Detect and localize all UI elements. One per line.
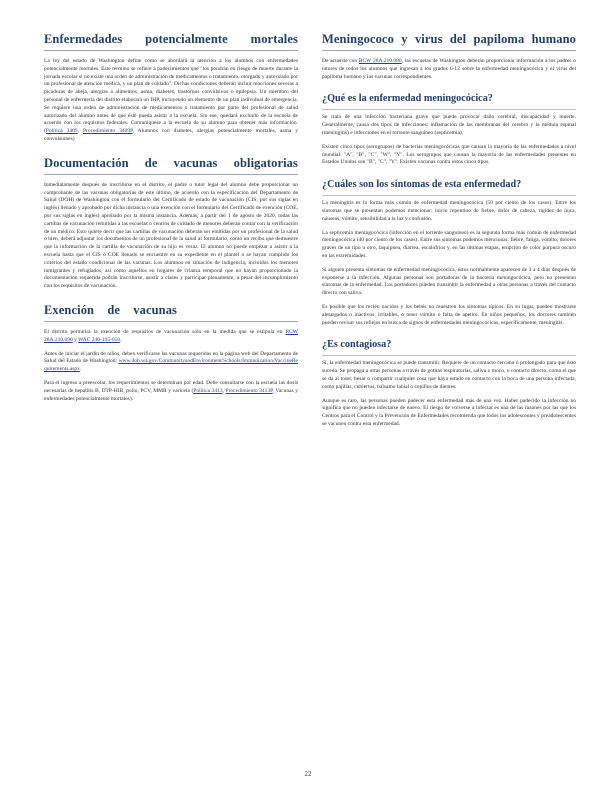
title-divider [44,174,298,175]
policy-link[interactable]: Política 3413 [193,387,223,394]
rcw-link[interactable]: RCW 28A.210.090 [44,328,298,343]
section-title: Exención de vacunas [44,302,178,317]
section-meningococcus-hpv [322,32,576,81]
paragraph: Es posible que los recién nacidos y los bebés no muestren los síntomas típicos. En su lugar, pueden mostrarse aletargados o inactivos, irritables, o tener vómito o falta de apetito. En niños pequeños, los doctores también pueden revisar sus reflejos en busca de signos de enfermedades meningocócicas, específicamente, meningitis. [322,303,576,326]
rcw-link[interactable]: RCW 28A.210.080 [358,58,402,64]
paragraph: Sí, la enfermedad meningocócica se puede transmitir. Requiere de un contacto cercano o prolongado para que ésto suceda. Se propaga a otras personas a través de gotitas respiratorias, saliva o moco, o contacto directo, como el que se da al toser, besar o compartir cualquier cosa que haya estado en contacto con la boca de una persona infectada, como pajillas, cubiertos, bálsamo labial o cepillos de dientes. [322,360,576,390]
title-divider [322,50,576,51]
paragraph: La ley del estado de Washington define cómo se abordará la atención a los alumnos con enfermedades potencialmente mortales. Este término se refiere a padecimientos que "los pondrán en riesgo de muerte durante la jornada escolar si no existe una orden de administración de medicamentos o tratamiento, otorgado y autorizado por un profesional de atención médica, y un plan de cuidado". Dichas condiciones deberán incluir reacciones severas a picaduras de abeja, alergias a alimentos, asma, diabetes, trastornos convulsivos o epilepsia. Un miembro del personal de enfermería del distrito elaborará un IHP, incluyendo un elemento de un plan individual de emergencia. Se requiere una orden de administración de medicamentos o tratamiento por parte del profesional de salud autorizado del alumno antes de que éste pueda asistir a la escuela. Sin ese, quedará excluido de la escuela de acuerdo con los requisitos federales. Comuníquese a la escuela de su alumno para obtener más información. (Política 3409, Procedimiento 3409P, Alumnos con diabetes, alergias potencialmente mortales, asma y convulsiones) [44,58,298,142]
paragraph: Existen cinco tipos (serogrupos) de bacterias meningocócicas que causan la mayoría de las enfermedades a nivel mundial: "A", "B", "C", "W", "Y". Los serogrupos que causan la mayoría de las enfermedades presentes en Estados Unidos son "B", "C", "Y". Existen vacunas contra estos cinco tipos. [322,143,576,166]
subsection-title: ¿Es contagiosa? [322,339,392,351]
section-what-is-meningococcal [322,93,576,167]
page-number: 22 [304,770,312,778]
paragraph: De acuerdo con RCW 28A.210.080, las escuelas de Washington deberán proporcionar información a los padres o tutores de todos los alumnos que ingresan a los grados 6-12 sobre la enfermedad meningocócica y el virus del papiloma humano y las vacunas correspondientes. [322,58,576,80]
paragraph: La septicemia meningocócica (infección en el torrente sanguíneo) es la segunda forma más común de enfermedad meningocócica (40 por ciento de los casos). Entre sus síntomas podemos mencionar: fiebre, fatiga, vómito, dolores graves de un tipo u otro, taquipnea, diarrea, escalofríos y, en las últimas etapas, erupción de color púrpura oscuro en las extremidades. [322,229,576,259]
subtitle-divider [322,355,576,356]
section-title: Documentación de vacunas obligatorias [44,155,298,170]
paragraph: Se trata de una infección bacteriana grave que puede provocar daño cerebral, discapacidad y muerte. Generalmente, causa dos tipos de infecciones: inflamación de las membranas del cerebro y la médula espinal (meningitis) e infecciones en el torrente sanguíneo (septicemia). [322,114,576,136]
section-contagious [322,339,576,428]
policy-link[interactable]: Política 3409 [45,128,78,135]
two-column-layout [44,32,576,441]
section-title: Meningococo y virus del papiloma humano [322,32,576,46]
subsection-title: ¿Qué es la enfermedad meningocócica? [322,93,493,105]
section-vaccine-exemption [44,303,298,403]
paragraph: Aunque es raro, las personas pueden padecer esta enfermedad más de una vez. Haber padecido la infección no significa que no pueden infectarse de nuevo. El riesgo de volverse a infectar es una de las razones por las que los Centros para el Control y la Prevención de Enfermedades recomienda que todos los adolescentes y preadolescentes se vacunen contra esta enfermedad. [322,397,576,427]
paragraph: El distrito permitirá la exención de requisitos de vacunación sólo en la medida que se estipula en RCW 28A.210.090 y WAC 246-105-050. [44,328,298,343]
subtitle-divider [322,109,576,110]
paragraph: Para el ingreso a preescolar, los requerimientos se determinan por edad. Debe consultarse con la escuela las dosis necesarias de hepatitis B, DTP-HIB, polio, PCV, MMR y varicela (Política 3413, Procedimiento 3413P, Vacunas y enfermedades potencialmente mortales). [44,379,299,402]
paragraph: Antes de iniciar el jardín de niños, deben verificarse las vacunas requeridas en la página web del Departamento de Salud del Estado de Washington: www.doh.wa.gov/CommunityandEnvironment/Schools/Immunization/VaccineRequirements.aspx. [44,350,298,373]
subtitle-divider [322,195,576,196]
right-column [322,32,576,441]
title-divider [44,50,298,51]
left-column [44,32,298,441]
section-required-vaccines [44,156,298,291]
procedure-link[interactable]: Procedimiento 3413P [225,387,273,394]
subsection-title: ¿Cuáles son los síntomas de esta enfermedad? [322,179,522,191]
section-title: Enfermedades potencialmente mortales [44,32,298,46]
procedure-link[interactable]: Procedimiento 3409P [83,128,133,135]
section-life-threatening-conditions [44,32,298,144]
doh-url-link[interactable]: www.doh.wa.gov/CommunityandEnvironment/Schools/Immunization/VaccineRequirements.aspx [44,358,298,373]
paragraph: Inmediatamente después de inscribirse en el distrito, el padre o tutor legal del alumno debe proporcionar un comprobante de las vacunas obligatorias de este último, de acuerdo con la especificación del Departamento de Salud (DOH) de Washington con el formulario del Certificado de estado de vacunación (CIS, por sus siglas en inglés) llenado y aprobado por dicha instancia o una exención con el formulario del Certificado de exención (COE, por sus siglas en inglés) aprobado por la misma instancia. Además, a partir del 1 de agosto de 2020, todas las cartillas de vacunación remitidas a las escuelas o centros de cuidado de menores deberán contar con la verificación de un médico. Esto quiere decir que las cartillas de vacunación deberán ser emitidas por un profesional de la salud o bien, deberá adjuntar los documentos de un profesional de la salud al formulario, como un recibo que demuestre que la información de la cartilla de vacunación de su hijo es veraz. El alumno no puede empezar a asistir a la escuela hasta que el CIS o COE llenado se encuentre en su expediente en el plantel o se hayan cumplido los criterios del estado condicional de las vacunas. Los alumnos en situación de indigencia, incluidos los menores inmigrantes y refugiados, así como aquellos en hogares de crianza temporal que no hayan proporcionado la documentación requerida podrán inscribirse, asistir a clases y participar plenamente, a pesar del incumplimiento con los requisitos de vacunación. [44,181,298,290]
wac-link[interactable]: WAC 246-105-050 [78,336,121,343]
paragraph: Si alguien presenta síntomas de enfermedad meningocócica, éstos normalmente aparecen de 3 a 4 días después de exponerse a la infección. Algunas personas son portadoras de la bacteria meningocócica, pero no presentan síntomas de la enfermedad. Los portadores pueden transmitir la enfermedad a otras personas a través del contacto directo con saliva. [322,266,576,297]
section-symptoms [322,179,576,327]
paragraph: La meningitis es la forma más común de enfermedad meningocócica (50 por ciento de los casos). Entre los síntomas que se presentan podemos mencionar: inicio repentino de fiebre, dolor de cabeza, rigidez de nuca, náuseas, vómito, sensibilidad a la luz y confusión. [322,200,576,222]
title-divider [44,321,298,322]
